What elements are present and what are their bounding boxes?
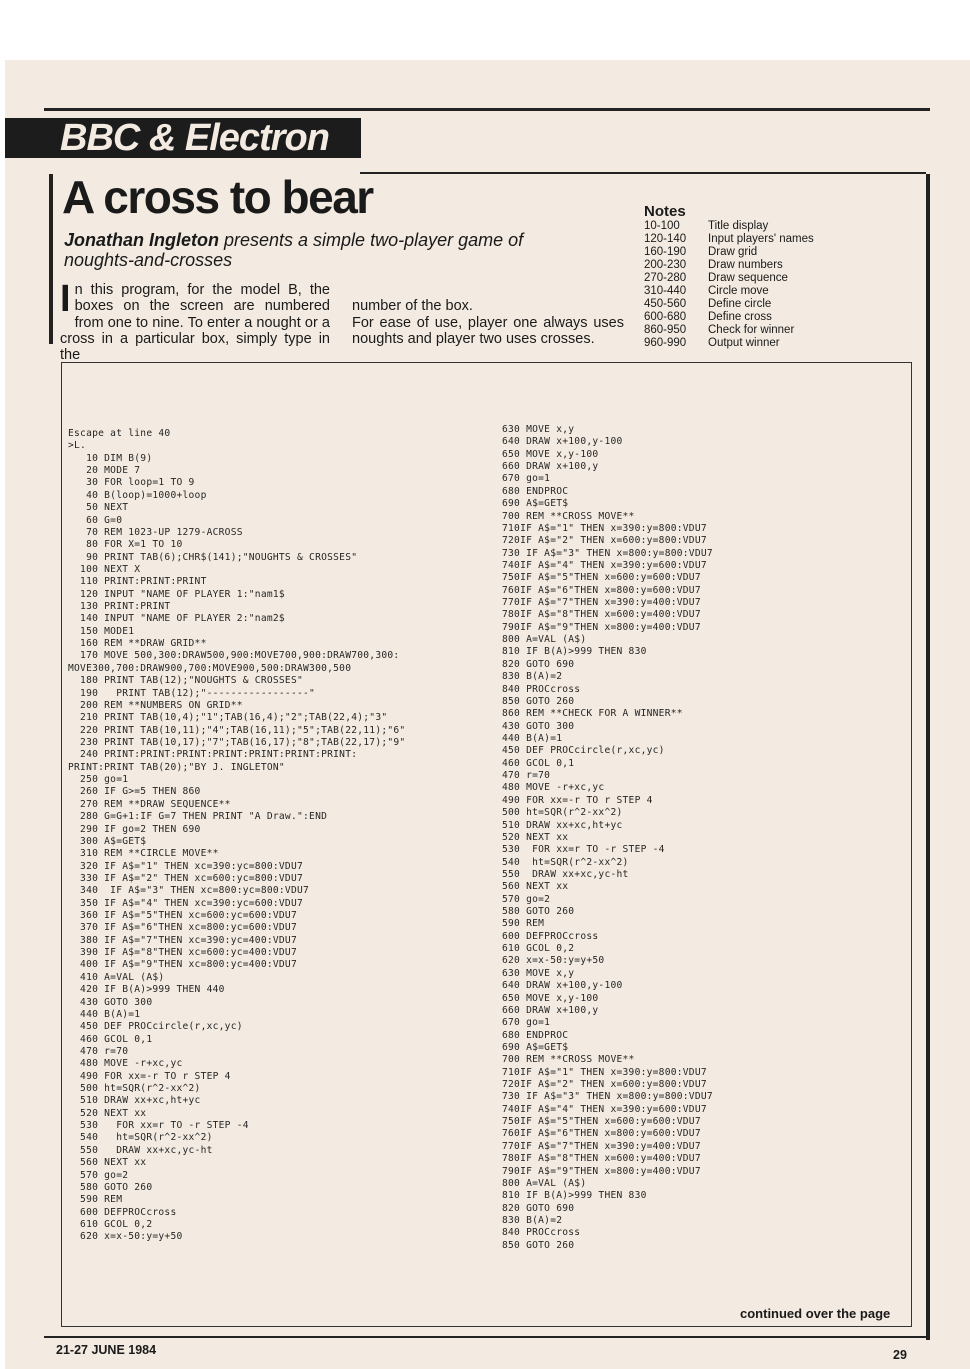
code-line: 830 B(A)=2 bbox=[502, 1215, 563, 1226]
code-line: 40 B(loop)=1000+loop bbox=[68, 489, 207, 501]
code-line: 340 IF A$="3" THEN xc=800:yc=800:VDU7 bbox=[68, 885, 310, 897]
code-line: 770IF A$="7"THEN x=390:y=400:VDU7 bbox=[502, 1140, 701, 1152]
code-line: 540 ht=SQR(r^2-xx^2) bbox=[502, 856, 629, 868]
code-line: 770IF A$="7"THEN x=390:y=400:VDU7 bbox=[502, 597, 701, 609]
code-line: 850 GOTO 260 bbox=[502, 695, 575, 707]
notes-description: Check for winner bbox=[708, 324, 795, 336]
notes-description: Draw grid bbox=[708, 246, 758, 258]
code-line: 540 ht=SQR(r^2-xx^2) bbox=[68, 1132, 213, 1144]
code-line: 720IF A$="2" THEN x=600:y=800:VDU7 bbox=[502, 1079, 707, 1091]
code-line: 690 A$=GET$ bbox=[502, 1041, 569, 1053]
code-line: 410 A=VAL (A$) bbox=[68, 971, 165, 983]
notes-row bbox=[644, 246, 844, 259]
code-line: 500 ht=SQR(r^2-xx^2) bbox=[502, 807, 623, 819]
code-line: 230 PRINT TAB(10,17);"7";TAB(16,17);"8";TAB(22,17);"9" bbox=[68, 736, 406, 748]
code-line: 840 PROCcross bbox=[502, 1227, 581, 1239]
author-name: Jonathan Ingleton bbox=[64, 230, 219, 250]
code-line: 470 r=70 bbox=[68, 1045, 129, 1057]
code-line: 60 G=0 bbox=[68, 514, 123, 526]
code-line: 700 REM **CROSS MOVE** bbox=[502, 1054, 635, 1066]
code-line: 480 MOVE -r+xc,yc bbox=[68, 1058, 183, 1070]
notes-row bbox=[644, 233, 844, 246]
code-line: 390 IF A$="8"THEN xc=600:yc=400:VDU7 bbox=[68, 947, 297, 959]
notes-row bbox=[644, 311, 844, 324]
notes-row bbox=[644, 298, 844, 311]
code-line: 510 DRAW xx+xc,ht+yc bbox=[502, 819, 623, 831]
drop-cap: I bbox=[60, 278, 71, 320]
code-line: 360 IF A$="5"THEN xc=600:yc=600:VDU7 bbox=[68, 910, 297, 922]
code-line: 50 NEXT bbox=[68, 502, 129, 514]
code-line: 660 DRAW x+100,y bbox=[502, 461, 599, 473]
code-line: 430 GOTO 300 bbox=[68, 996, 153, 1008]
notes-line-range: 120-140 bbox=[644, 233, 687, 245]
code-line: Escape at line 40 bbox=[68, 428, 171, 439]
byline bbox=[64, 230, 564, 270]
code-line: 170 MOVE 500,300:DRAW500,900:MOVE700,900:DRAW700,300: bbox=[68, 650, 400, 662]
code-line: 690 A$=GET$ bbox=[502, 498, 569, 510]
code-line: 570 go=2 bbox=[68, 1169, 129, 1181]
code-line: 810 IF B(A)>999 THEN 830 bbox=[502, 1190, 647, 1202]
code-line: 270 REM **DRAW SEQUENCE** bbox=[68, 798, 231, 810]
notes-line-range: 600-680 bbox=[644, 311, 687, 323]
code-line: 190 PRINT TAB(12);"-----------------" bbox=[68, 687, 316, 699]
code-line: 600 DEFPROCcross bbox=[502, 930, 599, 942]
code-line: 730 IF A$="3" THEN x=800:y=800:VDU7 bbox=[502, 547, 713, 559]
notes-description: Output winner bbox=[708, 337, 780, 349]
left-rule bbox=[49, 174, 53, 344]
code-line: 610 GCOL 0,2 bbox=[68, 1219, 153, 1230]
notes-rows bbox=[644, 220, 844, 350]
code-line: 70 REM 1023-UP 1279-ACROSS bbox=[68, 526, 243, 538]
intro-column-1 bbox=[60, 278, 330, 364]
intro-text-1: n this program, for the model B, the boxes on the screen are numbered from one to nine. To enter a nought or a cross in a particular box, simply type in the bbox=[60, 282, 330, 364]
notes-line-range: 450-560 bbox=[644, 298, 687, 310]
issue-date: 21-27 JUNE 1984 bbox=[56, 1343, 157, 1357]
listing-column-1 bbox=[68, 428, 405, 1244]
code-line: 670 go=1 bbox=[502, 1017, 551, 1029]
code-line: 780IF A$="8"THEN x=600:y=400:VDU7 bbox=[502, 609, 701, 621]
code-line: 30 FOR loop=1 TO 9 bbox=[68, 477, 195, 489]
code-line: 610 GCOL 0,2 bbox=[502, 943, 575, 955]
code-line: 320 IF A$="1" THEN xc=390:yc=800:VDU7 bbox=[68, 860, 304, 872]
top-rule bbox=[44, 108, 930, 111]
notes-row bbox=[644, 324, 844, 337]
code-line: 680 ENDPROC bbox=[502, 485, 569, 497]
code-line: 210 PRINT TAB(10,4);"1";TAB(16,4);"2";TAB(22,4);"3" bbox=[68, 712, 388, 724]
code-line: 650 MOVE x,y-100 bbox=[502, 992, 599, 1004]
code-line: 780IF A$="8"THEN x=600:y=400:VDU7 bbox=[502, 1153, 701, 1165]
code-line: 110 PRINT:PRINT:PRINT bbox=[68, 576, 207, 588]
code-line: 380 IF A$="7"THEN xc=390:yc=400:VDU7 bbox=[68, 934, 297, 946]
notes-table bbox=[644, 203, 844, 350]
notes-line-range: 160-190 bbox=[644, 246, 687, 258]
article-title: A cross to bear bbox=[62, 171, 373, 223]
code-line: 640 DRAW x+100,y-100 bbox=[502, 980, 623, 992]
code-line: 440 B(A)=1 bbox=[68, 1008, 141, 1020]
section-banner: BBC & Electron bbox=[5, 118, 361, 158]
code-line: 10 DIM B(9) bbox=[68, 452, 153, 464]
code-line: 550 DRAW xx+xc,yc-ht bbox=[68, 1144, 213, 1156]
code-line: MOVE300,700:DRAW900,700:MOVE900,500:DRAW300,500 bbox=[68, 662, 352, 674]
code-line: 150 MODE1 bbox=[68, 625, 135, 637]
notes-line-range: 860-950 bbox=[644, 324, 687, 336]
code-line: 420 IF B(A)>999 THEN 440 bbox=[68, 984, 225, 996]
code-line: 830 B(A)=2 bbox=[502, 671, 563, 683]
notes-description: Circle move bbox=[708, 285, 769, 297]
code-line: 790IF A$="9"THEN x=800:y=400:VDU7 bbox=[502, 621, 701, 633]
notes-heading: Notes bbox=[644, 203, 686, 220]
code-line: 820 GOTO 690 bbox=[502, 1202, 575, 1214]
code-line: 630 MOVE x,y bbox=[502, 967, 575, 979]
notes-row bbox=[644, 220, 844, 233]
code-line: 350 IF A$="4" THEN xc=390:yc=600:VDU7 bbox=[68, 897, 304, 909]
notes-row bbox=[644, 259, 844, 272]
code-line: 130 PRINT:PRINT bbox=[68, 601, 171, 613]
code-line: 630 MOVE x,y bbox=[502, 424, 575, 435]
code-line: 300 A$=GET$ bbox=[68, 835, 147, 847]
bottom-rule bbox=[44, 1336, 930, 1338]
code-line: 820 GOTO 690 bbox=[502, 658, 575, 670]
code-line: 310 REM **CIRCLE MOVE** bbox=[68, 848, 219, 860]
code-line: 590 REM bbox=[502, 918, 545, 930]
code-line: 100 NEXT X bbox=[68, 563, 141, 575]
code-line: 510 DRAW xx+xc,ht+yc bbox=[68, 1095, 201, 1107]
notes-line-range: 960-990 bbox=[644, 337, 687, 349]
code-line: 670 go=1 bbox=[502, 473, 551, 485]
code-line: 470 r=70 bbox=[502, 770, 551, 782]
code-line: 760IF A$="6"THEN x=800:y=600:VDU7 bbox=[502, 584, 701, 596]
code-line: 650 MOVE x,y-100 bbox=[502, 448, 599, 460]
notes-line-range: 200-230 bbox=[644, 259, 687, 271]
code-line: 450 DEF PROCcircle(r,xc,yc) bbox=[68, 1021, 243, 1033]
notes-description: Draw sequence bbox=[708, 272, 788, 284]
code-line: 750IF A$="5"THEN x=600:y=600:VDU7 bbox=[502, 572, 701, 584]
code-line: 760IF A$="6"THEN x=800:y=600:VDU7 bbox=[502, 1128, 701, 1140]
code-line: 180 PRINT TAB(12);"NOUGHTS & CROSSES" bbox=[68, 675, 304, 687]
code-line: 260 IF G>=5 THEN 860 bbox=[68, 786, 201, 798]
page-number: 29 bbox=[893, 1348, 907, 1362]
code-line: >L. bbox=[68, 440, 87, 452]
listing-column-2 bbox=[502, 424, 713, 1252]
notes-description: Title display bbox=[708, 220, 769, 232]
code-line: 460 GCOL 0,1 bbox=[502, 757, 575, 769]
notes-row bbox=[644, 285, 844, 298]
continued-note: continued over the page bbox=[740, 1306, 891, 1321]
notes-row bbox=[644, 337, 844, 350]
code-line: 330 IF A$="2" THEN xc=600:yc=800:VDU7 bbox=[68, 872, 304, 884]
notes-line-range: 270-280 bbox=[644, 272, 687, 284]
code-line: 460 GCOL 0,1 bbox=[68, 1033, 153, 1045]
code-line: 400 IF A$="9"THEN xc=800:yc=400:VDU7 bbox=[68, 959, 297, 971]
code-line: 730 IF A$="3" THEN x=800:y=800:VDU7 bbox=[502, 1091, 713, 1103]
byline-text: presents a simple two-player game of noughts-and-crosses bbox=[64, 230, 524, 270]
code-line: 80 FOR X=1 TO 10 bbox=[68, 539, 183, 551]
code-line: 750IF A$="5"THEN x=600:y=600:VDU7 bbox=[502, 1116, 701, 1128]
code-line: 290 IF go=2 THEN 690 bbox=[68, 823, 201, 835]
notes-description: Input players' names bbox=[708, 233, 814, 245]
code-line: 570 go=2 bbox=[502, 893, 551, 905]
code-line: 520 NEXT xx bbox=[502, 831, 569, 843]
code-line: 860 REM **CHECK FOR A WINNER** bbox=[502, 708, 683, 720]
code-line: 580 GOTO 260 bbox=[502, 906, 575, 918]
code-line: 840 PROCcross bbox=[502, 683, 581, 695]
code-line: 550 DRAW xx+xc,yc-ht bbox=[502, 868, 629, 880]
code-line: 850 GOTO 260 bbox=[502, 1239, 575, 1251]
notes-description: Draw numbers bbox=[708, 259, 783, 271]
notes-row bbox=[644, 272, 844, 285]
notes-line-range: 10-100 bbox=[644, 220, 680, 232]
code-line: 620 x=x-50:y=y+50 bbox=[502, 955, 605, 967]
code-line: 740IF A$="4" THEN x=390:y=600:VDU7 bbox=[502, 559, 707, 571]
code-line: 560 NEXT xx bbox=[502, 881, 569, 893]
code-line: 20 MODE 7 bbox=[68, 465, 141, 477]
code-line: 120 INPUT "NAME OF PLAYER 1:"nam1$ bbox=[68, 588, 285, 600]
code-line: 720IF A$="2" THEN x=600:y=800:VDU7 bbox=[502, 535, 707, 547]
code-line: 280 G=G+1:IF G=7 THEN PRINT "A Draw.":END bbox=[68, 811, 328, 823]
code-line: 600 DEFPROCcross bbox=[68, 1206, 177, 1218]
intro-column-2 bbox=[352, 282, 624, 347]
code-line: 480 MOVE -r+xc,yc bbox=[502, 782, 605, 794]
code-line: 710IF A$="1" THEN x=390:y=800:VDU7 bbox=[502, 1066, 707, 1078]
intro-text-2: number of the box. For ease of use, player one always uses noughts and player two uses crosses. bbox=[352, 298, 624, 347]
code-line: 500 ht=SQR(r^2-xx^2) bbox=[68, 1083, 201, 1095]
notes-description: Define cross bbox=[708, 311, 772, 323]
code-line: 700 REM **CROSS MOVE** bbox=[502, 510, 635, 522]
code-line: 680 ENDPROC bbox=[502, 1029, 569, 1041]
code-line: 450 DEF PROCcircle(r,xc,yc) bbox=[502, 745, 665, 757]
code-line: 490 FOR xx=-r TO r STEP 4 bbox=[502, 794, 653, 806]
code-line: 790IF A$="9"THEN x=800:y=400:VDU7 bbox=[502, 1165, 701, 1177]
code-line: 620 x=x-50:y=y+50 bbox=[68, 1231, 183, 1243]
code-line: 140 INPUT "NAME OF PLAYER 2:"nam2$ bbox=[68, 613, 285, 625]
code-line: 660 DRAW x+100,y bbox=[502, 1004, 599, 1016]
code-line: 370 IF A$="6"THEN xc=800:yc=600:VDU7 bbox=[68, 922, 297, 934]
code-line: 530 FOR xx=r TO -r STEP -4 bbox=[502, 844, 665, 856]
code-line: 580 GOTO 260 bbox=[68, 1181, 153, 1193]
code-line: 520 NEXT xx bbox=[68, 1107, 147, 1119]
code-line: 490 FOR xx=-r TO r STEP 4 bbox=[68, 1070, 231, 1082]
code-line: PRINT:PRINT TAB(20);"BY J. INGLETON" bbox=[68, 761, 285, 773]
code-line: 440 B(A)=1 bbox=[502, 732, 563, 744]
notes-line-range: 310-440 bbox=[644, 285, 687, 297]
code-line: 530 FOR xx=r TO -r STEP -4 bbox=[68, 1120, 249, 1132]
code-line: 430 GOTO 300 bbox=[502, 720, 575, 732]
code-line: 590 REM bbox=[68, 1194, 123, 1206]
code-line: 710IF A$="1" THEN x=390:y=800:VDU7 bbox=[502, 522, 707, 534]
code-line: 560 NEXT xx bbox=[68, 1157, 147, 1169]
code-line: 740IF A$="4" THEN x=390:y=600:VDU7 bbox=[502, 1103, 707, 1115]
code-line: 640 DRAW x+100,y-100 bbox=[502, 436, 623, 448]
code-line: 810 IF B(A)>999 THEN 830 bbox=[502, 646, 647, 658]
code-line: 240 PRINT:PRINT:PRINT:PRINT:PRINT:PRINT:PRINT: bbox=[68, 749, 358, 761]
code-line: 200 REM **NUMBERS ON GRID** bbox=[68, 699, 243, 711]
code-line: 250 go=1 bbox=[68, 774, 129, 786]
code-line: 160 REM **DRAW GRID** bbox=[68, 638, 207, 650]
code-line: 800 A=VAL (A$) bbox=[502, 634, 587, 646]
notes-description: Define circle bbox=[708, 298, 772, 310]
banner-rule bbox=[360, 172, 926, 174]
code-line: 220 PRINT TAB(10,11);"4";TAB(16,11);"5";TAB(22,11);"6" bbox=[68, 724, 406, 736]
right-rule bbox=[926, 174, 930, 1340]
code-line: 800 A=VAL (A$) bbox=[502, 1177, 587, 1189]
code-line: 90 PRINT TAB(6);CHR$(141);"NOUGHTS & CROSSES" bbox=[68, 551, 358, 563]
